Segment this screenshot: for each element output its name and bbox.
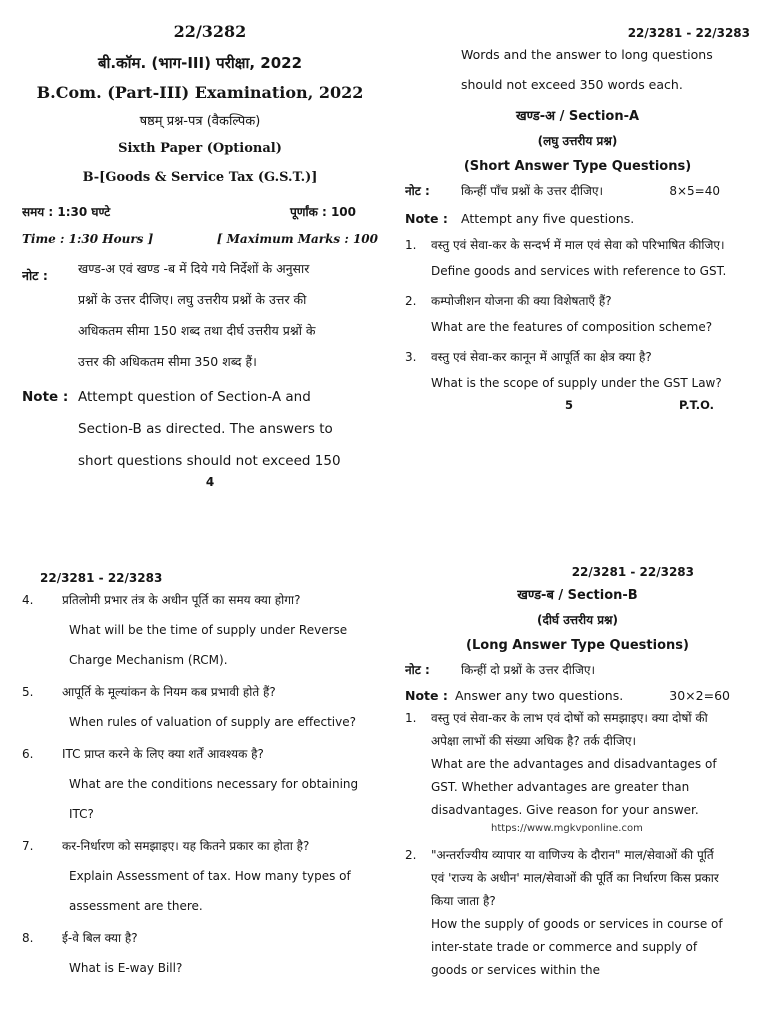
question-number: 8. bbox=[22, 931, 34, 945]
question-type-hindi: (लघु उत्तरीय प्रश्न) bbox=[537, 134, 618, 148]
marks-english: [ Maximum Marks : 100 bbox=[216, 232, 378, 246]
note-hindi bbox=[22, 260, 378, 377]
paper-title-english: Sixth Paper (Optional) bbox=[118, 141, 282, 156]
question-list bbox=[405, 232, 750, 396]
question-english: Explain Assessment of tax. How many types of assessment are there. bbox=[69, 869, 351, 913]
question-item bbox=[22, 923, 382, 983]
pto-label: P.T.O. bbox=[678, 398, 714, 412]
page-4 bbox=[22, 14, 378, 519]
note-english-text: Attempt any five questions. bbox=[461, 211, 635, 226]
note-hindi-text: किन्हीं पाँच प्रश्नों के उत्तर दीजिए। bbox=[461, 184, 604, 198]
note-hindi-label: नोट : bbox=[405, 184, 430, 198]
header-code: 22/3281 - 22/3283 bbox=[627, 26, 750, 40]
question-number: 1. bbox=[405, 238, 417, 252]
section-title: खण्ड-ब / Section-B bbox=[517, 588, 638, 603]
question-item bbox=[405, 344, 750, 396]
note-hindi-label: नोट : bbox=[22, 268, 48, 283]
question-item bbox=[22, 677, 382, 737]
note-english bbox=[405, 688, 750, 703]
paper-title-hindi: षष्ठम् प्रश्न-पत्र (वैकल्पिक) bbox=[139, 114, 261, 129]
page-number: 5 bbox=[565, 398, 574, 412]
paper-code: 22/3282 bbox=[173, 22, 247, 41]
question-english: What will be the time of supply under Reverse Charge Mechanism (RCM). bbox=[69, 623, 348, 667]
time-hindi: समय : 1:30 घण्टे bbox=[22, 205, 111, 219]
note-hindi-text: किन्हीं दो प्रश्नों के उत्तर दीजिए। bbox=[461, 663, 596, 677]
question-hindi: वस्तु एवं सेवा-कर कानून में आपूर्ति का क्षेत्र क्या है? bbox=[431, 350, 652, 364]
question-english: What are the features of composition scheme? bbox=[431, 320, 713, 334]
question-item bbox=[405, 707, 750, 836]
time-marks-hindi bbox=[22, 203, 378, 220]
note-hindi-label: नोट : bbox=[405, 663, 430, 677]
section-marks: 30×2=60 bbox=[669, 688, 730, 703]
question-number: 5. bbox=[22, 685, 34, 699]
question-type-hindi: (दीर्घ उत्तरीय प्रश्न) bbox=[536, 613, 619, 627]
question-number: 6. bbox=[22, 747, 34, 761]
question-number: 7. bbox=[22, 839, 34, 853]
question-english: How the supply of goods or services in course of inter-state trade or commerce and supply of goods or services within the bbox=[431, 917, 723, 977]
question-hindi: कर-निर्धारण को समझाइए। यह कितने प्रकार का होता है? bbox=[62, 839, 310, 853]
question-hindi: "अन्तर्राज्यीय व्यापार या वाणिज्य के दौरान" माल/सेवाओं की पूर्ति एवं 'राज्य के अधीन' माल/सेवाओं की पूर्ति का निर्धारण किस प्रकार किया जाता है? bbox=[431, 848, 719, 908]
section-marks: 8×5=40 bbox=[669, 184, 720, 198]
note-hindi bbox=[405, 182, 750, 199]
question-english: When rules of valuation of supply are effective? bbox=[69, 715, 356, 729]
page-6 bbox=[22, 565, 382, 1024]
time-marks-english bbox=[22, 232, 378, 246]
watermark-url: https://www.mgkvponline.com bbox=[491, 823, 643, 834]
intro-line: should not exceed 350 words each. bbox=[461, 77, 683, 92]
question-english: What are the advantages and disadvantages of GST. Whether advantages are greater than disadvantages. Give reason for your answer. bbox=[431, 757, 717, 817]
question-english: Define goods and services with reference to GST. bbox=[431, 264, 727, 278]
question-number: 2. bbox=[405, 848, 417, 862]
question-hindi: वस्तु एवं सेवा-कर के लाभ एवं दोषों को समझाइए। क्या दोषों की अपेक्षा लाभों की संख्या अधिक है? तर्क दीजिए। bbox=[431, 711, 708, 748]
note-english-line: Attempt question of Section-A and bbox=[78, 389, 311, 405]
question-number: 4. bbox=[22, 593, 34, 607]
question-hindi: कम्पोजीशन योजना की क्या विशेषताएँ हैं? bbox=[431, 294, 612, 308]
page-footer bbox=[405, 398, 750, 412]
question-hindi: ई-वे बिल क्या है? bbox=[62, 931, 138, 945]
page-number: 4 bbox=[205, 475, 215, 489]
note-english-line: short questions should not exceed 150 bbox=[78, 453, 341, 469]
note-hindi bbox=[405, 661, 750, 678]
question-list bbox=[22, 585, 382, 983]
note-english-label: Note : bbox=[22, 389, 69, 405]
time-english: Time : 1:30 Hours ] bbox=[22, 232, 154, 246]
note-english bbox=[22, 381, 378, 477]
note-english-label: Note : bbox=[405, 688, 448, 703]
question-item bbox=[22, 585, 382, 675]
header-code: 22/3281 - 22/3283 bbox=[40, 571, 163, 585]
note-hindi-line: उत्तर की अधिकतम सीमा 350 शब्द हैं। bbox=[78, 354, 257, 369]
exam-title-english: B.Com. (Part-III) Examination, 2022 bbox=[36, 83, 364, 102]
note-hindi-line: अधिकतम सीमा 150 शब्द तथा दीर्घ उत्तरीय प्रश्नों के bbox=[78, 323, 316, 338]
note-hindi-line: खण्ड-अ एवं खण्ड -ब में दिये गये निर्देशों के अनुसार bbox=[78, 261, 310, 276]
question-english: What is the scope of supply under the GST Law? bbox=[431, 376, 722, 390]
page-5 bbox=[405, 14, 750, 519]
note-hindi-line: प्रश्नों के उत्तर दीजिए। लघु उत्तरीय प्रश्नों के उत्तर की bbox=[78, 292, 307, 307]
marks-hindi: पूर्णांक : 100 bbox=[289, 205, 356, 219]
section-title: खण्ड-अ / Section-A bbox=[515, 109, 640, 124]
question-type-english: (Short Answer Type Questions) bbox=[463, 159, 692, 174]
header-code: 22/3281 - 22/3283 bbox=[571, 565, 694, 579]
question-item bbox=[22, 739, 382, 829]
note-english-line: Section-B as directed. The answers to bbox=[78, 421, 333, 437]
question-hindi: प्रतिलोमी प्रभार तंत्र के अधीन पूर्ति का समय क्या होगा? bbox=[62, 593, 301, 607]
exam-title-hindi: बी.कॉम. (भाग-III) परीक्षा, 2022 bbox=[97, 54, 303, 72]
intro-text bbox=[461, 40, 750, 100]
page-7 bbox=[405, 565, 750, 1024]
question-english: What is E-way Bill? bbox=[69, 961, 183, 975]
intro-line: Words and the answer to long questions bbox=[461, 47, 713, 62]
question-number: 3. bbox=[405, 350, 417, 364]
question-number: 1. bbox=[405, 711, 417, 725]
note-english-text: Answer any two questions. bbox=[455, 688, 624, 703]
question-item bbox=[405, 844, 750, 982]
question-english: What are the conditions necessary for obtaining ITC? bbox=[69, 777, 359, 821]
question-list bbox=[405, 707, 750, 982]
note-english-label: Note : bbox=[405, 211, 448, 226]
question-number: 2. bbox=[405, 294, 417, 308]
question-item bbox=[405, 232, 750, 284]
question-hindi: वस्तु एवं सेवा-कर के सन्दर्भ में माल एवं सेवा को परिभाषित कीजिए। bbox=[431, 238, 725, 252]
question-item bbox=[405, 288, 750, 340]
subject-title: B-[Goods & Service Tax (G.S.T.)] bbox=[82, 170, 318, 185]
question-type-english: (Long Answer Type Questions) bbox=[466, 638, 689, 653]
question-hindi: ITC प्राप्त करने के लिए क्या शर्तें आवश्यक है? bbox=[62, 747, 264, 761]
note-english bbox=[405, 211, 750, 226]
question-item bbox=[22, 831, 382, 921]
question-hindi: आपूर्ति के मूल्यांकन के नियम कब प्रभावी होते हैं? bbox=[62, 685, 276, 699]
